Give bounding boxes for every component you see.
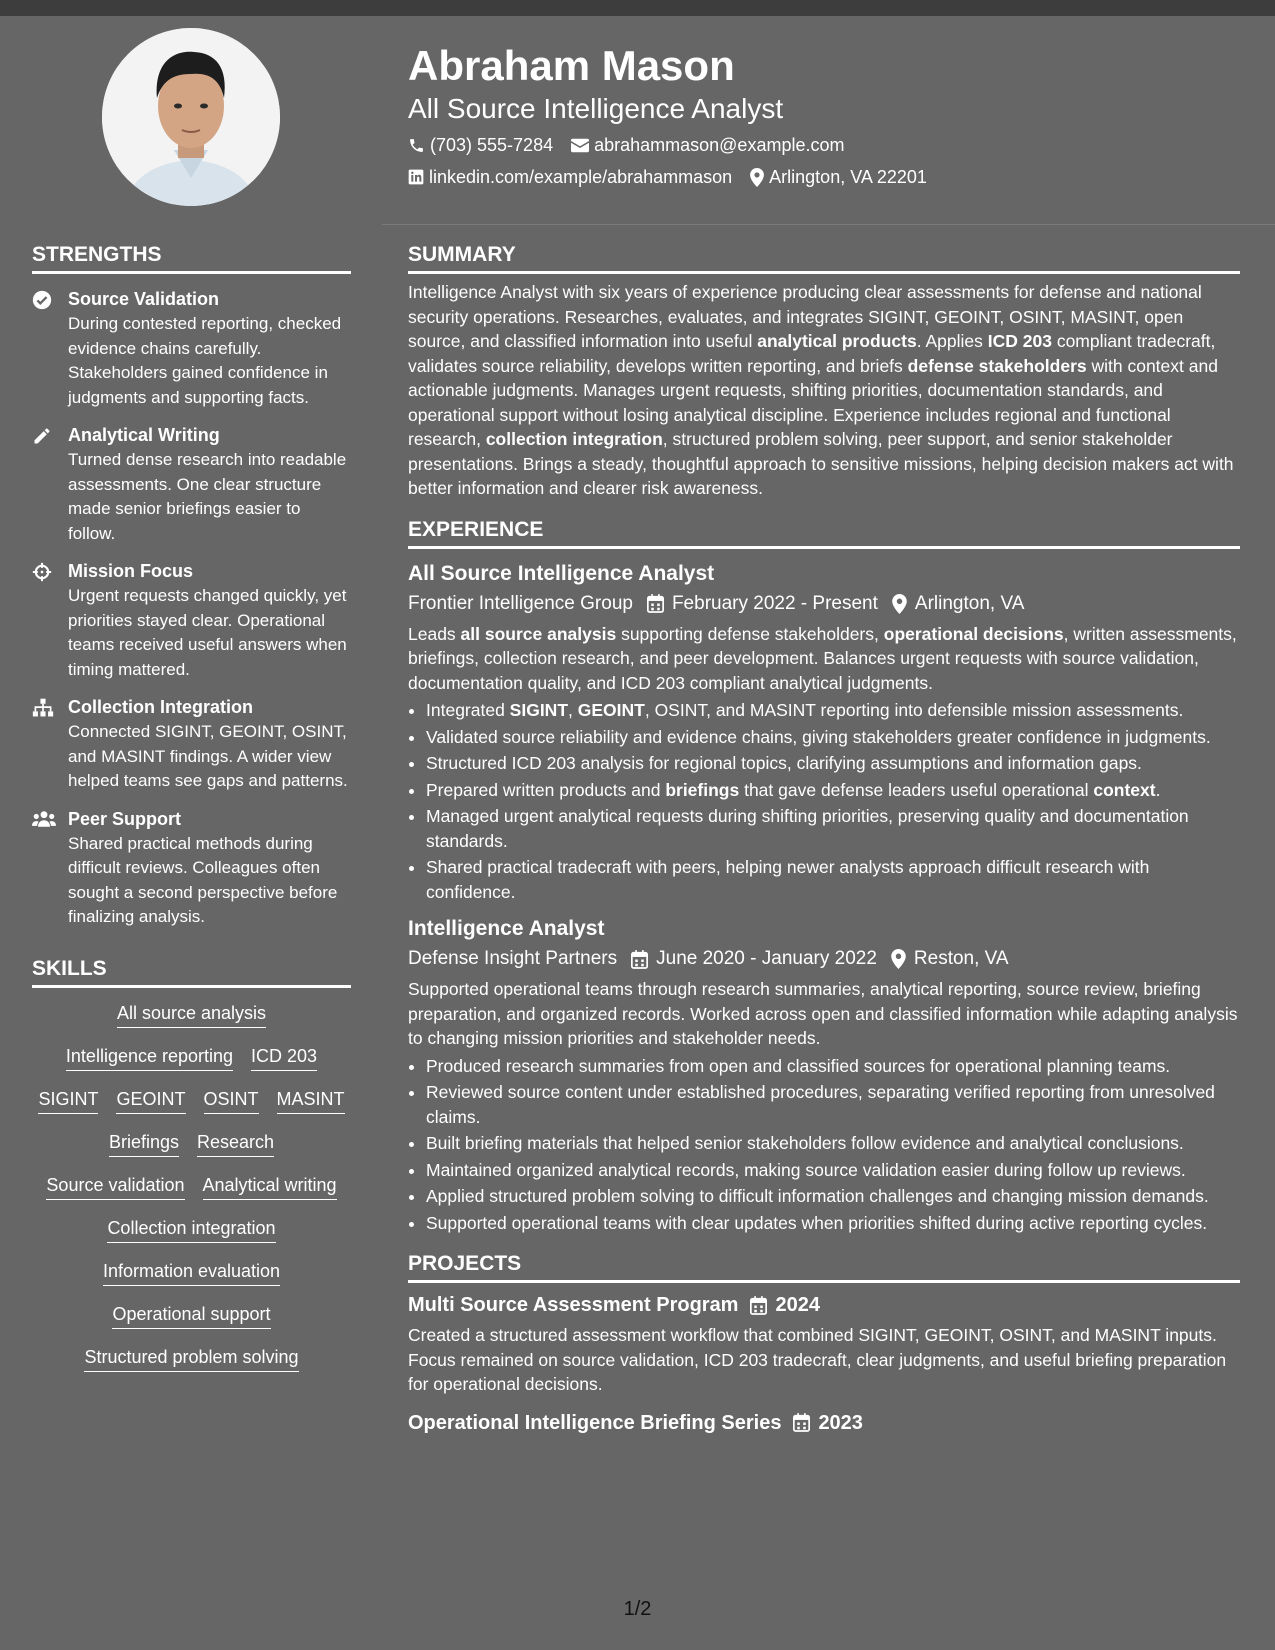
experience-section xyxy=(408,517,1240,1236)
summary-text: Intelligence Analyst with six years of experience producing clear assessments for defense and national security operations. Researches, evaluates, and integrates SIGINT, GEOINT, OSINT, MASINT, open source, and classified information into useful analytical products. Applies ICD 203 compliant tradecraft, validates source reliability, develops written reporting, and briefs defense stakeholders with context and actionable judgments. Manages urgent requests, shifting priorities, documentation standards, and operational support without losing analytical discipline. Experience includes regional and functional research, collection integration, structured problem solving, peer support, and senior stakeholder presentations. Brings a steady, thoughtful approach to sensitive missions, helping decision makers act with better information and clearer risk awareness. xyxy=(408,282,1234,498)
skill-tag: Information evaluation xyxy=(103,1260,280,1286)
summary-section xyxy=(408,242,1240,501)
skill-tag: Operational support xyxy=(112,1303,270,1329)
project-year: 2023 xyxy=(818,1411,863,1434)
skill-row xyxy=(32,1217,351,1243)
check-circle-icon xyxy=(32,290,52,310)
skill-row xyxy=(32,1174,351,1200)
project-entry xyxy=(408,1411,1240,1435)
job-meta xyxy=(408,592,1240,616)
list-item: • Produced research summaries from open and classified sources for operational planning teams. xyxy=(426,1054,1240,1079)
calendar-icon xyxy=(793,1413,810,1432)
users-icon xyxy=(32,810,56,828)
job-dates: February 2022 - Present xyxy=(647,592,878,616)
linkedin-contact xyxy=(408,166,732,188)
map-pin-icon xyxy=(892,594,907,614)
job-entry xyxy=(408,916,1240,1235)
job-bullets xyxy=(408,1054,1240,1236)
top-bar xyxy=(0,0,1275,16)
header-divider xyxy=(382,224,1275,225)
job-title: All Source Intelligence Analyst xyxy=(408,561,715,585)
skill-tag: SIGINT xyxy=(38,1088,98,1114)
skill-tag: Analytical writing xyxy=(203,1174,337,1200)
strength-title: Source Validation xyxy=(68,289,220,309)
left-column xyxy=(32,242,351,1372)
skill-row xyxy=(32,1303,351,1329)
skill-tag: MASINT xyxy=(277,1088,345,1114)
pencil-icon xyxy=(32,426,52,446)
job-title: Intelligence Analyst xyxy=(408,917,605,940)
right-column xyxy=(408,242,1240,1435)
project-description: Created a structured assessment workflow that combined SIGINT, GEOINT, OSINT, and MASINT inputs. Focus remained on source validation, ICD 203 tradecraft, clear judgments, and useful briefing preparation for operational decisions. xyxy=(408,1325,1227,1394)
list-item: • Validated source reliability and evidence chains, giving stakeholders greater confidence in judgments. xyxy=(426,725,1240,750)
list-item: • Maintained organized analytical records, making source validation easier during follow up reviews. xyxy=(426,1158,1240,1183)
job-bullets xyxy=(408,698,1240,904)
skill-tag: All source analysis xyxy=(117,1002,266,1028)
strength-text: Shared practical methods during difficult reviews. Colleagues often sought a second perspective before finalizing analysis. xyxy=(68,833,338,926)
list-item: • Shared practical tradecraft with peers, helping newer analysts approach difficult research with confidence. xyxy=(426,855,1240,904)
company-name: Defense Insight Partners xyxy=(408,948,618,969)
project-entry xyxy=(408,1293,1240,1397)
skill-tag: Structured problem solving xyxy=(84,1346,298,1372)
phone-contact xyxy=(408,134,553,156)
skill-tag: Briefings xyxy=(109,1131,179,1157)
phone-icon xyxy=(408,137,425,154)
job-description: Supported operational teams through research summaries, analytical reporting, source review, briefing preparation, and organized records. Worked across open and classified information while adapting analysis to changing mission priorities and stakeholder needs. xyxy=(408,979,1238,1048)
experience-heading: EXPERIENCE xyxy=(408,517,1240,549)
list-item: • Prepared written products and briefings that gave defense leaders useful operational context. xyxy=(426,778,1240,803)
page-number: 1/2 xyxy=(623,1598,652,1620)
calendar-icon xyxy=(631,950,648,969)
skill-tag: OSINT xyxy=(204,1088,259,1114)
projects-heading: PROJECTS xyxy=(408,1251,1240,1283)
projects-section xyxy=(408,1251,1240,1435)
skill-tag: Intelligence reporting xyxy=(66,1045,233,1071)
strength-text: Turned dense research into readable assessments. One clear structure made senior briefings easier to follow. xyxy=(68,450,347,543)
map-pin-icon xyxy=(891,949,906,969)
strength-text: During contested reporting, checked evidence chains carefully. Stakeholders gained confidence in judgments and supporting facts. xyxy=(68,314,342,407)
strength-item xyxy=(32,424,351,546)
email-text[interactable]: abrahammason@example.com xyxy=(594,135,845,155)
project-year: 2024 xyxy=(775,1294,820,1316)
profile-photo xyxy=(102,28,280,206)
strength-title: Mission Focus xyxy=(68,561,194,581)
strength-text: Connected SIGINT, GEOINT, OSINT, and MASINT findings. A wider view helped teams see gaps and patterns. xyxy=(68,722,348,790)
strength-text: Urgent requests changed quickly, yet priorities stayed clear. Operational teams received useful answers when timing mattered. xyxy=(68,586,347,679)
skill-row xyxy=(32,1045,351,1071)
job-location: Reston, VA xyxy=(891,947,1009,971)
list-item: • Built briefing materials that helped senior stakeholders follow evidence and analytical conclusions. xyxy=(426,1131,1240,1156)
strength-title: Collection Integration xyxy=(68,697,254,717)
avatar xyxy=(102,28,280,206)
strengths-heading: STRENGTHS xyxy=(32,242,351,274)
skill-row xyxy=(32,1260,351,1286)
map-pin-icon xyxy=(750,168,764,187)
skill-row xyxy=(32,1002,351,1028)
skill-tag: ICD 203 xyxy=(251,1045,317,1071)
list-item: • Managed urgent analytical requests during shifting priorities, preserving quality and documentation standards. xyxy=(426,804,1240,853)
candidate-title: All Source Intelligence Analyst xyxy=(408,93,784,124)
linkedin-icon xyxy=(408,169,424,185)
project-title-row xyxy=(408,1293,1240,1317)
skill-tag: GEOINT xyxy=(116,1088,185,1114)
location-text: Arlington, VA 22201 xyxy=(769,167,927,187)
skills-heading: SKILLS xyxy=(32,956,351,988)
skills-section xyxy=(32,956,351,1372)
list-item: • Applied structured problem solving to difficult information challenges and changing mission demands. xyxy=(426,1184,1240,1209)
project-title: Operational Intelligence Briefing Series xyxy=(408,1411,782,1434)
skill-tag: Collection integration xyxy=(107,1217,275,1243)
job-entry xyxy=(408,561,1240,905)
skill-row xyxy=(32,1346,351,1372)
list-item: • Reviewed source content under established procedures, separating verified reporting from unresolved claims. xyxy=(426,1080,1240,1129)
strength-item xyxy=(32,288,351,410)
list-item: • Structured ICD 203 analysis for regional topics, clarifying assumptions and information gaps. xyxy=(426,751,1240,776)
crosshairs-icon xyxy=(32,562,52,582)
summary-heading: SUMMARY xyxy=(408,242,1240,274)
resume-header xyxy=(408,42,1248,198)
calendar-icon xyxy=(647,594,664,613)
skill-row xyxy=(32,1088,351,1114)
linkedin-text[interactable]: linkedin.com/example/abrahammason xyxy=(429,167,733,187)
calendar-icon xyxy=(750,1296,767,1315)
candidate-name: Abraham Mason xyxy=(408,42,735,89)
skill-tag: Source validation xyxy=(46,1174,184,1200)
strength-item xyxy=(32,808,351,930)
envelope-icon xyxy=(571,138,589,153)
job-dates: June 2020 - January 2022 xyxy=(631,947,877,971)
sitemap-icon xyxy=(32,698,54,718)
strength-item xyxy=(32,696,351,794)
strength-title: Peer Support xyxy=(68,808,182,829)
strength-item xyxy=(32,560,351,682)
location-contact xyxy=(750,166,927,188)
skill-tag: Research xyxy=(197,1131,274,1157)
company-name: Frontier Intelligence Group xyxy=(408,592,633,614)
resume-page xyxy=(0,16,1275,1650)
project-title: Multi Source Assessment Program xyxy=(408,1294,739,1316)
skill-row xyxy=(32,1131,351,1157)
contact-row-2 xyxy=(408,166,1248,188)
job-description: Leads all source analysis supporting defense stakeholders, operational decisions, written assessments, briefings, collection research, and peer development. Balances urgent requests with source validation, documentation quality, and ICD 203 compliant analytical judgments. xyxy=(408,623,1237,693)
list-item: • Integrated SIGINT, GEOINT, OSINT, and MASINT reporting into defensible mission assessments. xyxy=(426,698,1240,723)
strength-title: Analytical Writing xyxy=(68,425,220,445)
phone-text[interactable]: (703) 555-7284 xyxy=(430,135,554,155)
list-item: • Supported operational teams with clear updates when priorities shifted during active reporting cycles. xyxy=(426,1211,1240,1236)
project-title-row xyxy=(408,1411,1240,1435)
contact-row-1 xyxy=(408,134,1248,156)
job-location: Arlington, VA xyxy=(892,592,1024,616)
job-meta xyxy=(408,947,1240,971)
email-contact xyxy=(571,134,844,156)
